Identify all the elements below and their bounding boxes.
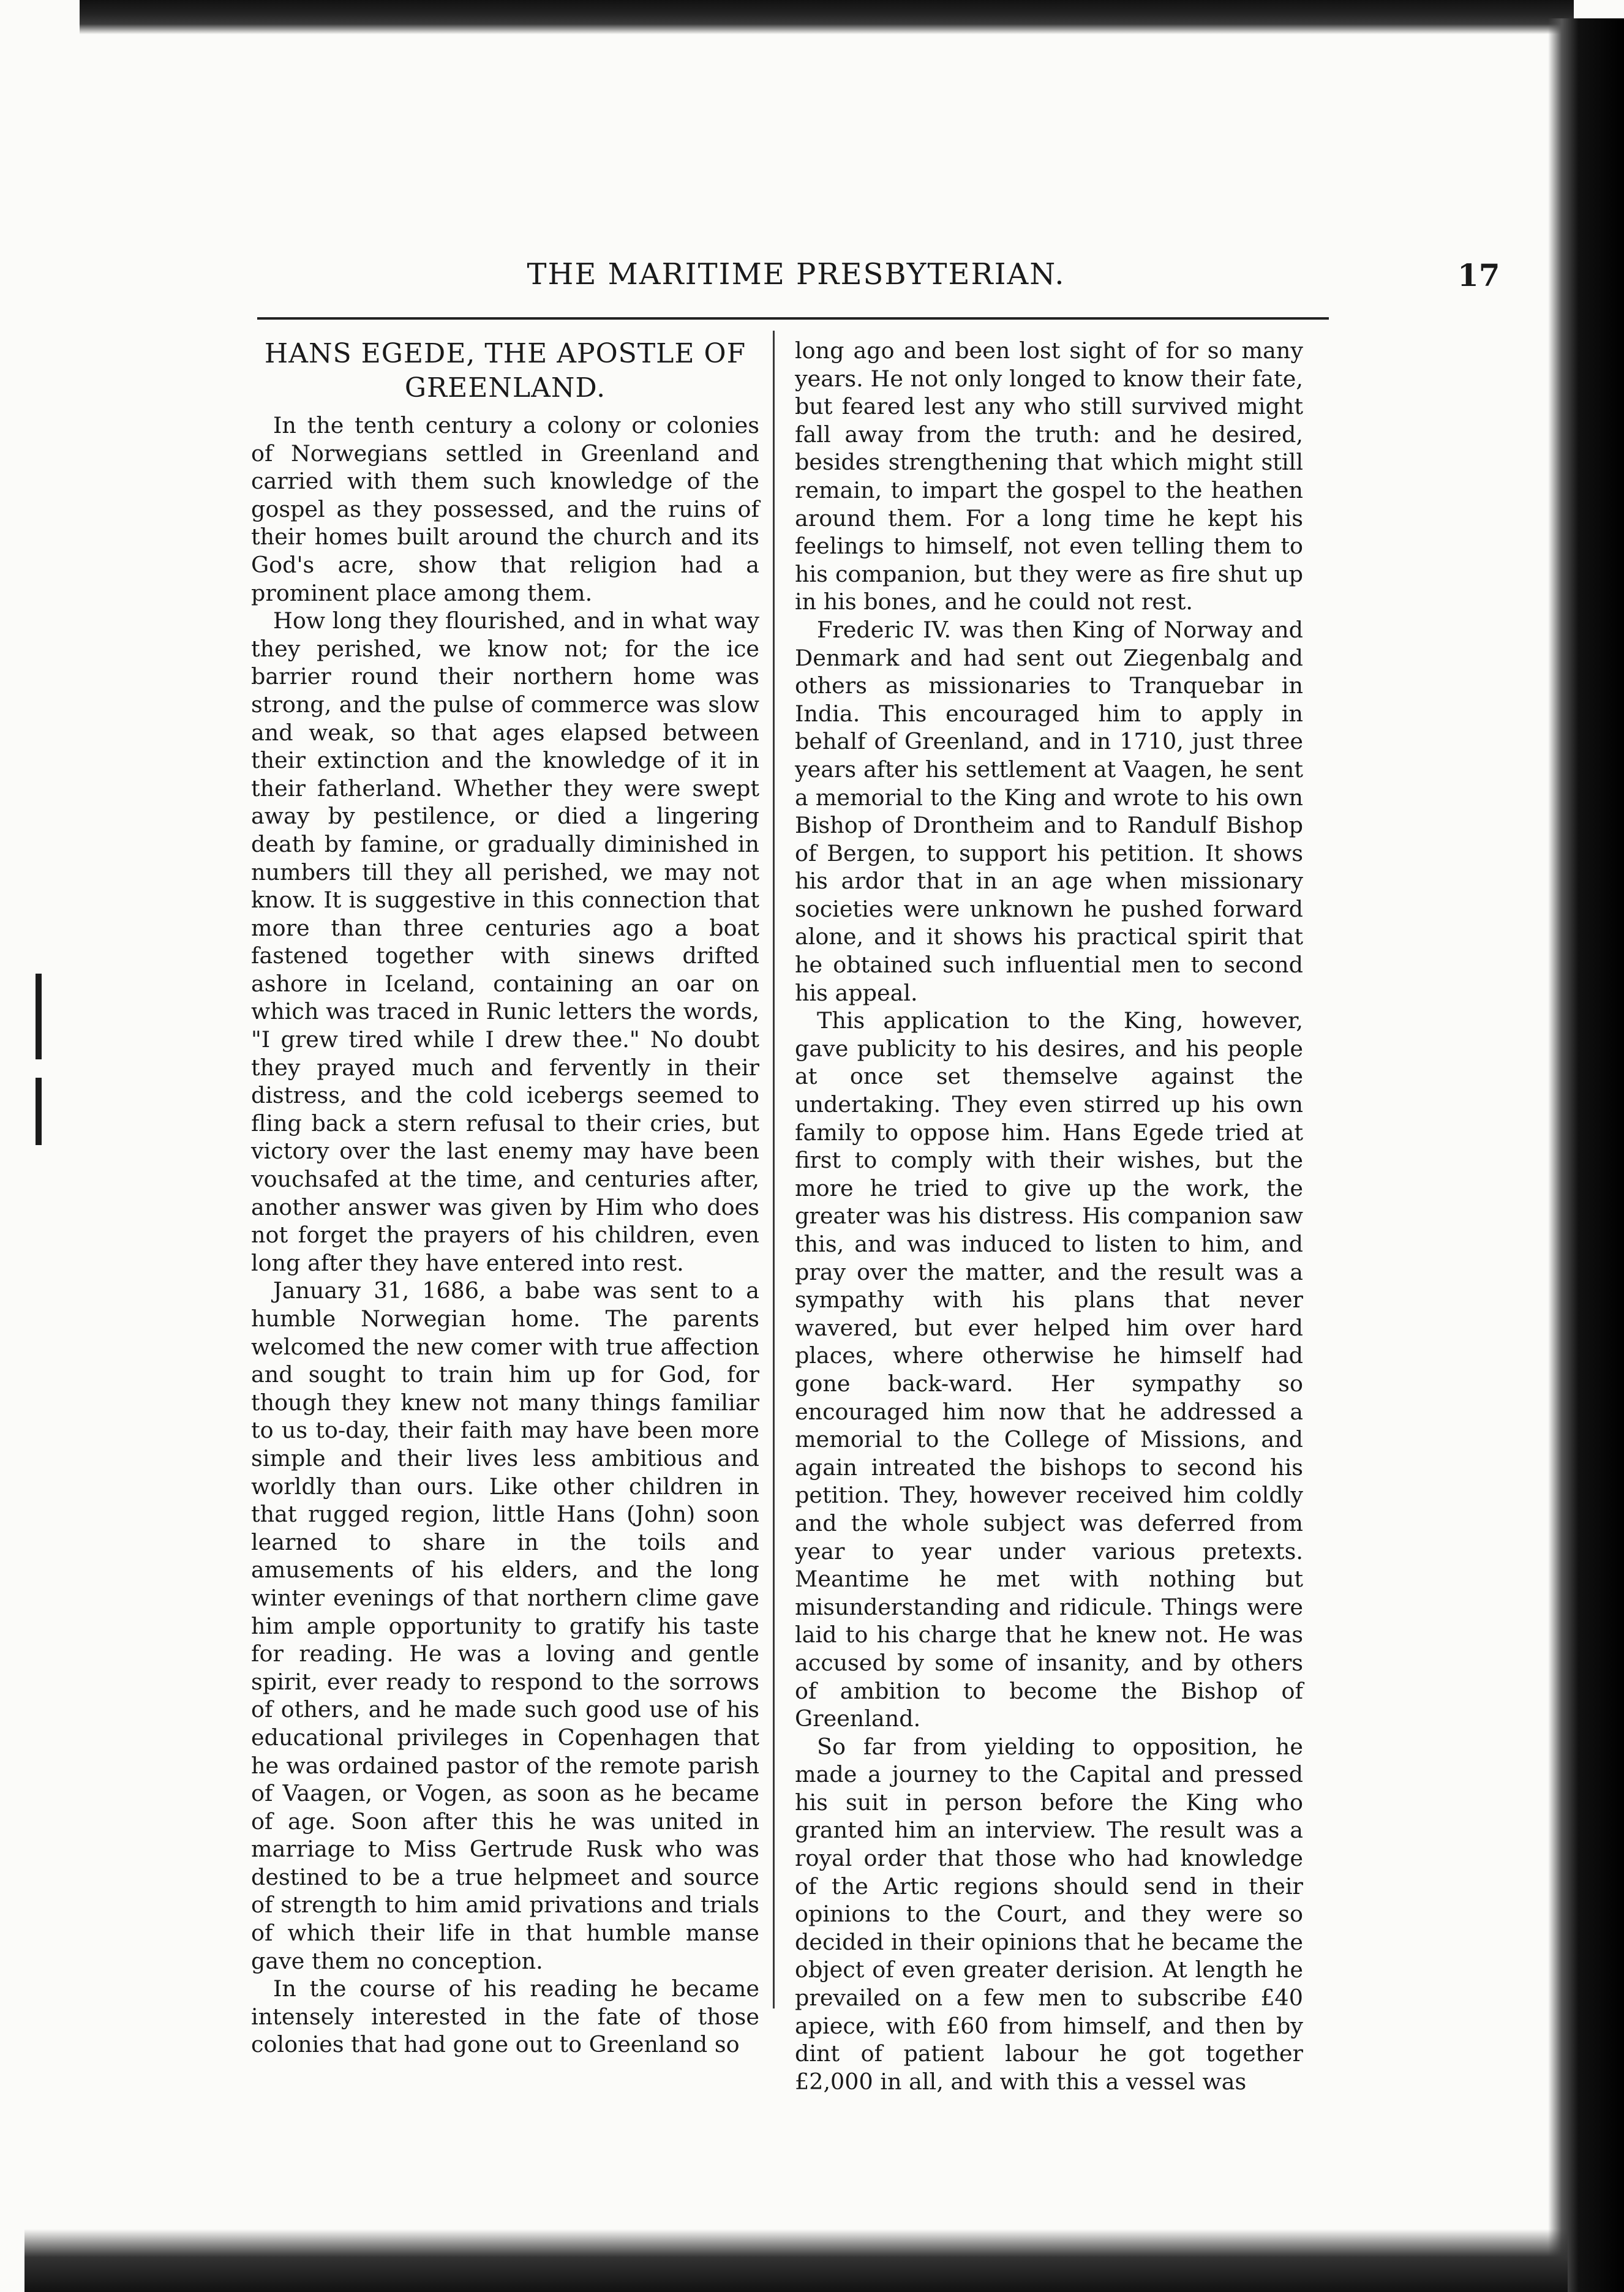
paragraph: How long they flourished, and in what way they perished, we know not; for the ice barrier round their northern home was strong, and the pulse of commerce was slow and weak, so that ages elapsed between their extinction and the knowledge of it in their fatherland. Whether they were swept away by pestilence, or died a lingering death by famine, or gradually diminished in numbers till they all perished, we may not know. It is suggestive in this connection that more than three centuries ago a boat fastened together with sinews drifted ashore in Iceland, containing an oar on which was traced in Runic letters the words, "I grew tired while I drew thee." No doubt they prayed much and fervently in their distress, and the cold icebergs seemed to fling back a stern refusal to their cries, but victory over the last enemy may have been vouchsafed at the time, and centuries after, another answer was given by Him who does not forget the prayers of his children, even long after they have entered into rest. xyxy=(251,607,759,1276)
paragraph: long ago and been lost sight of for so many years. He not only longed to know their fate, but feared lest any who still survived might fall away from the truth: and he desired, besides strengthening that which might still remain, to impart the gospel to the heathen around them. For a long time he kept his feelings to himself, not even telling them to his companion, but they were as fire shut up in his bones, and he could not rest. xyxy=(795,337,1303,615)
scan-edge-top xyxy=(80,0,1574,34)
header-rule xyxy=(257,317,1329,320)
scan-edge-right xyxy=(1548,18,1624,2292)
column-divider xyxy=(773,331,775,2008)
paragraph: Frederic IV. was then King of Norway and Denmark and had sent out Ziegenbalg and others as missionaries to Tranquebar in India. This encouraged him to apply in behalf of Greenland, and in 1710, just three years after his settlement at Vaagen, he sent a memorial to the King and wrote to his own Bishop of Drontheim and to Randulf Bishop of Bergen, to support his petition. It shows his ardor that in an age when missionary societies were unknown he pushed forward alone, and it shows his practical spirit that he obtained such influential men to second his appeal. xyxy=(795,616,1303,1006)
running-title: THE MARITIME PRESBYTERIAN. xyxy=(527,257,1066,291)
margin-mark xyxy=(36,1078,42,1145)
paragraph: So far from yielding to opposition, he made a journey to the Capital and pressed his suit in person before the King who granted him an interview. The result was a royal order that those who had knowledge of the Artic regions should send in their opinions to the Court, and they were so decided in their opinions that he became the object of even greater derision. At length he prevailed on a few men to subscribe £40 apiece, with £60 from himself, and then by dint of patient labour he got together £2,000 in all, and with this a vessel was xyxy=(795,1733,1303,2095)
left-column xyxy=(251,337,759,2058)
scan-edge-bottom xyxy=(24,2229,1568,2292)
page-number: 17 xyxy=(1457,257,1500,293)
right-column xyxy=(795,337,1303,2095)
paragraph: This application to the King, however, gave publicity to his desires, and his people at once set themselve against the undertaking. They even stirred up his own family to oppose him. Hans Egede tried at first to comply with their wishes, but the more he tried to give up the work, the greater was his distress. His companion saw this, and was induced to listen to him, and pray over the matter, and the result was a sympathy with his plans that never wavered, but ever helped him over hard places, where otherwise he himself had gone back-ward. Her sympathy so encouraged him now that he addressed a memorial to the College of Missions, and again intreated the bishops to second his petition. They, however received him coldly and the whole subject was deferred from year to year under various pretexts. Meantime he met with nothing but misunderstanding and ridicule. Things were laid to his charge that he knew not. He was accused by some of insanity, and by others of ambition to become the Bishop of Greenland. xyxy=(795,1007,1303,1732)
paragraph: January 31, 1686, a babe was sent to a humble Norwegian home. The parents welcomed the new comer with true affection and sought to train him up for God, for though they knew not many things familiar to us to-day, their faith may have been more simple and their lives less ambitious and worldly than ours. Like other children in that rugged region, little Hans (John) soon learned to share in the toils and amusements of his elders, and the long winter evenings of that northern clime gave him ample opportunity to gratify his taste for reading. He was a loving and gentle spirit, ever ready to respond to the sorrows of others, and he made such good use of his educational privileges in Copenhagen that he was ordained pastor of the remote parish of Vaagen, or Vogen, as soon as he became of age. Soon after this he was united in marriage to Miss Gertrude Rusk who was destined to be a true helpmeet and source of strength to him amid privations and trials of which their life in that humble manse gave them no conception. xyxy=(251,1277,759,1974)
article-title: HANS EGEDE, THE APOSTLE OF GREENLAND. xyxy=(264,338,746,404)
paragraph: In the tenth century a colony or colonies of Norwegians settled in Greenland and carried with them such knowledge of the gospel as they possessed, and the ruins of their homes built around the church and its God's acre, show that religion had a prominent place among them. xyxy=(251,412,759,606)
margin-mark xyxy=(36,974,42,1059)
page-header xyxy=(257,257,1500,306)
paragraph: In the course of his reading he became intensely interested in the fate of those colonies that had gone out to Greenland so xyxy=(251,1975,759,2058)
